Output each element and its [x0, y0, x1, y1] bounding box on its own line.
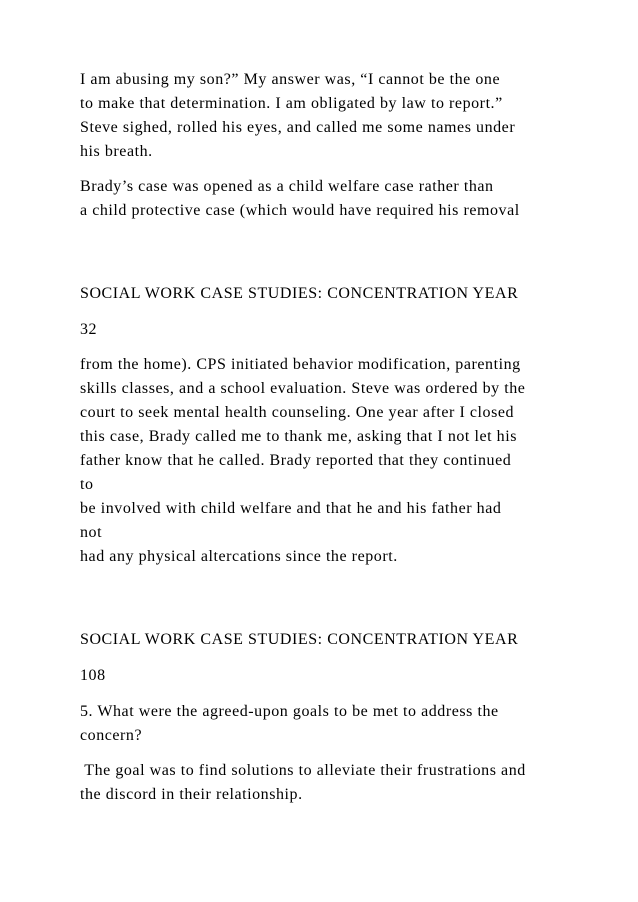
text-line: Brady’s case was opened as a child welfare case rather than	[80, 178, 494, 195]
text-line: I am abusing my son?” My answer was, “I cannot be the one	[80, 71, 501, 88]
text-line: his breath.	[80, 143, 153, 160]
text-line: had any physical altercations since the report.	[80, 548, 398, 565]
page-number: 108	[80, 667, 106, 684]
text-line: from the home). CPS initiated behavior modification, parenting	[80, 356, 521, 373]
question-line: 5. What were the agreed-upon goals to be met to address the	[80, 703, 499, 720]
answer-line: the discord in their relationship.	[80, 786, 303, 803]
text-line: court to seek mental health counseling. One year after I closed	[80, 404, 515, 421]
text-line: to make that determination. I am obligated by law to report.”	[80, 95, 503, 112]
text-line: not	[80, 524, 103, 541]
answer-line: The goal was to find solutions to alleviate their frustrations and	[80, 762, 526, 779]
text-line: be involved with child welfare and that he and his father had	[80, 500, 502, 517]
text-line: to	[80, 476, 94, 493]
page-number: 32	[80, 321, 98, 338]
text-line: this case, Brady called me to thank me, asking that I not let his	[80, 428, 517, 445]
text-line: Steve sighed, rolled his eyes, and called me some names under	[80, 119, 516, 136]
question-line: concern?	[80, 727, 143, 744]
text-line: father know that he called. Brady reported that they continued	[80, 452, 512, 469]
text-line: skills classes, and a school evaluation. Steve was ordered by the	[80, 380, 526, 397]
running-header: SOCIAL WORK CASE STUDIES: CONCENTRATION YEAR	[80, 285, 519, 302]
running-header: SOCIAL WORK CASE STUDIES: CONCENTRATION YEAR	[80, 631, 519, 648]
text-line: a child protective case (which would have required his removal	[80, 202, 520, 219]
